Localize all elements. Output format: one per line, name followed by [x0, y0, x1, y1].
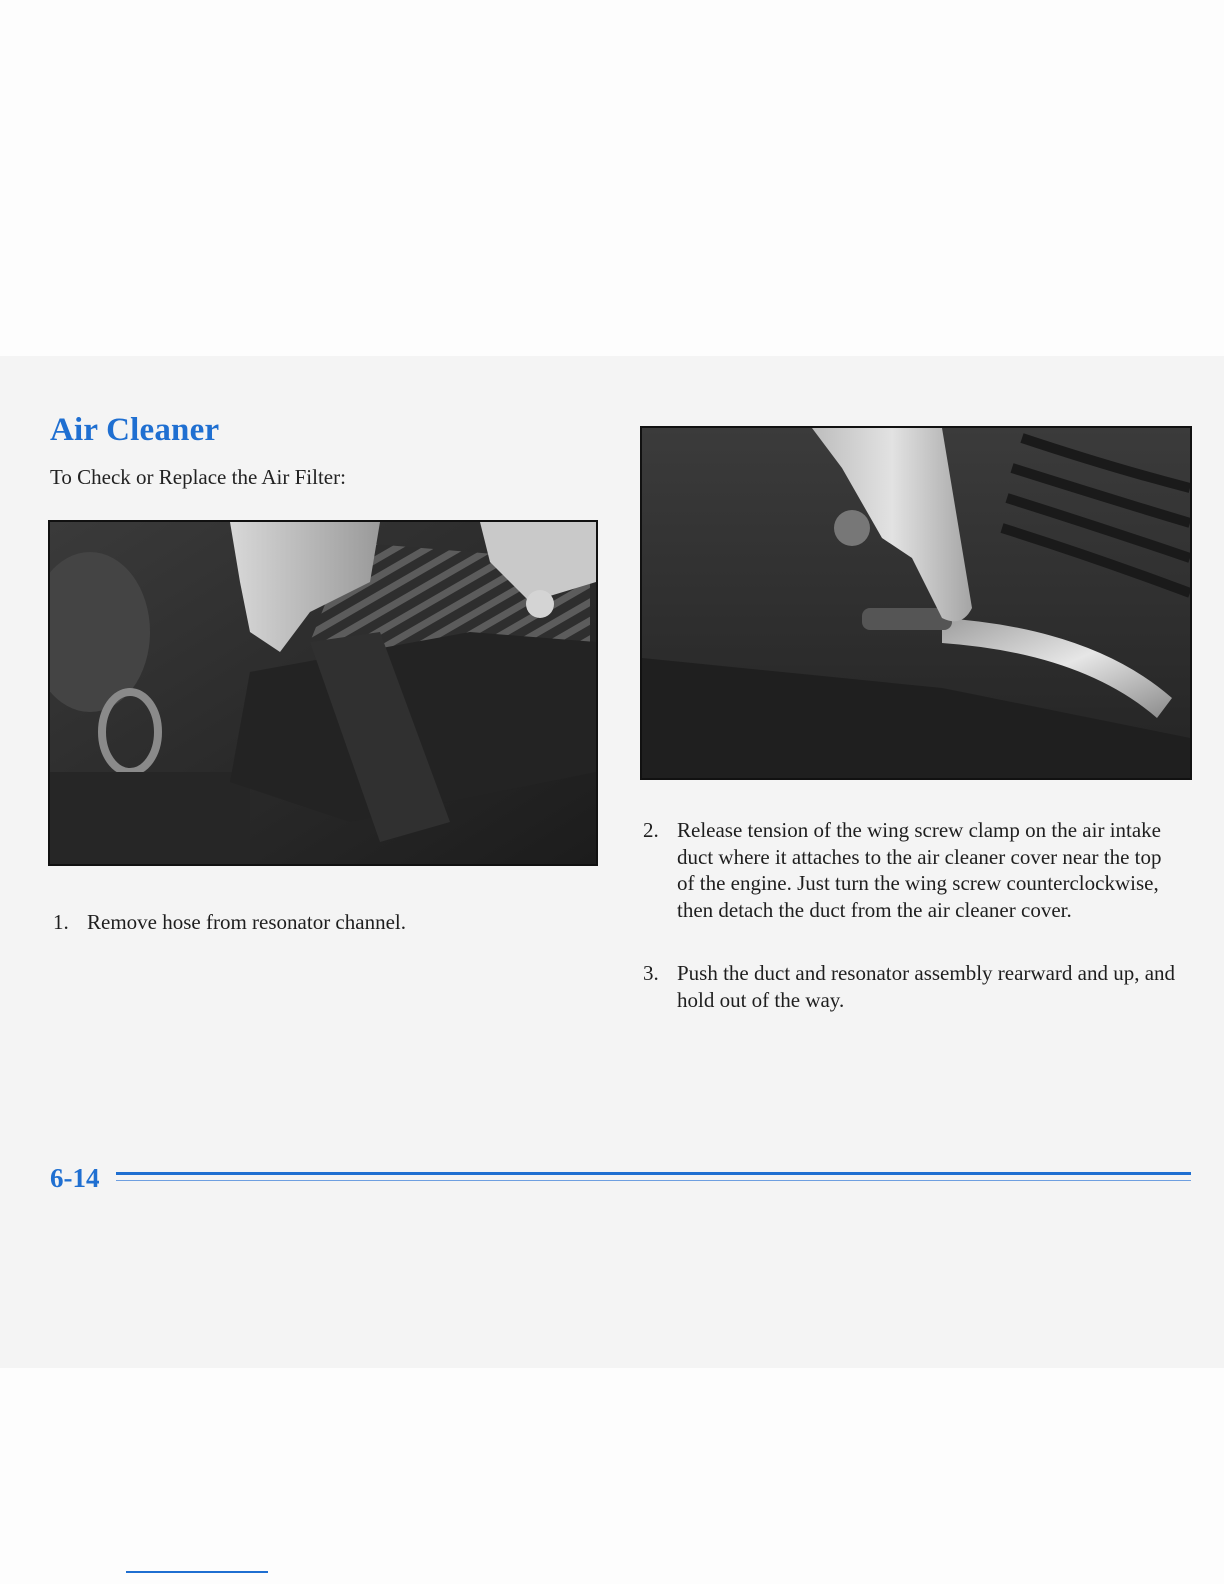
footer-rule-thin: [116, 1180, 1191, 1181]
step-number: 2.: [643, 818, 659, 842]
step-1: [53, 909, 573, 936]
step-text: Remove hose from resonator channel.: [87, 910, 406, 934]
hose-removal-photo-icon: [50, 522, 596, 864]
step-3: [643, 960, 1183, 1013]
wing-screw-clamp-photo-icon: [642, 428, 1190, 778]
bottom-link-underline: [126, 1571, 268, 1573]
step-text: Release tension of the wing screw clamp on the air intake duct where it attaches to the air cleaner cover near the top of the engine. Just turn the wing screw counterclockwise, then detach the duct from the air cleaner cover.: [677, 818, 1162, 922]
footer-rule: [116, 1172, 1191, 1175]
engine-photo-left: [48, 520, 598, 866]
page-number: 6-14: [50, 1163, 100, 1193]
step-number: 3.: [643, 961, 659, 985]
step-number: 1.: [53, 910, 69, 934]
section-title: Air Cleaner: [50, 412, 220, 448]
step-2: [643, 817, 1183, 923]
engine-photo-right: [640, 426, 1192, 780]
subheading: To Check or Replace the Air Filter:: [50, 465, 346, 489]
step-text: Push the duct and resonator assembly rearward and up, and hold out of the way.: [677, 961, 1176, 1012]
